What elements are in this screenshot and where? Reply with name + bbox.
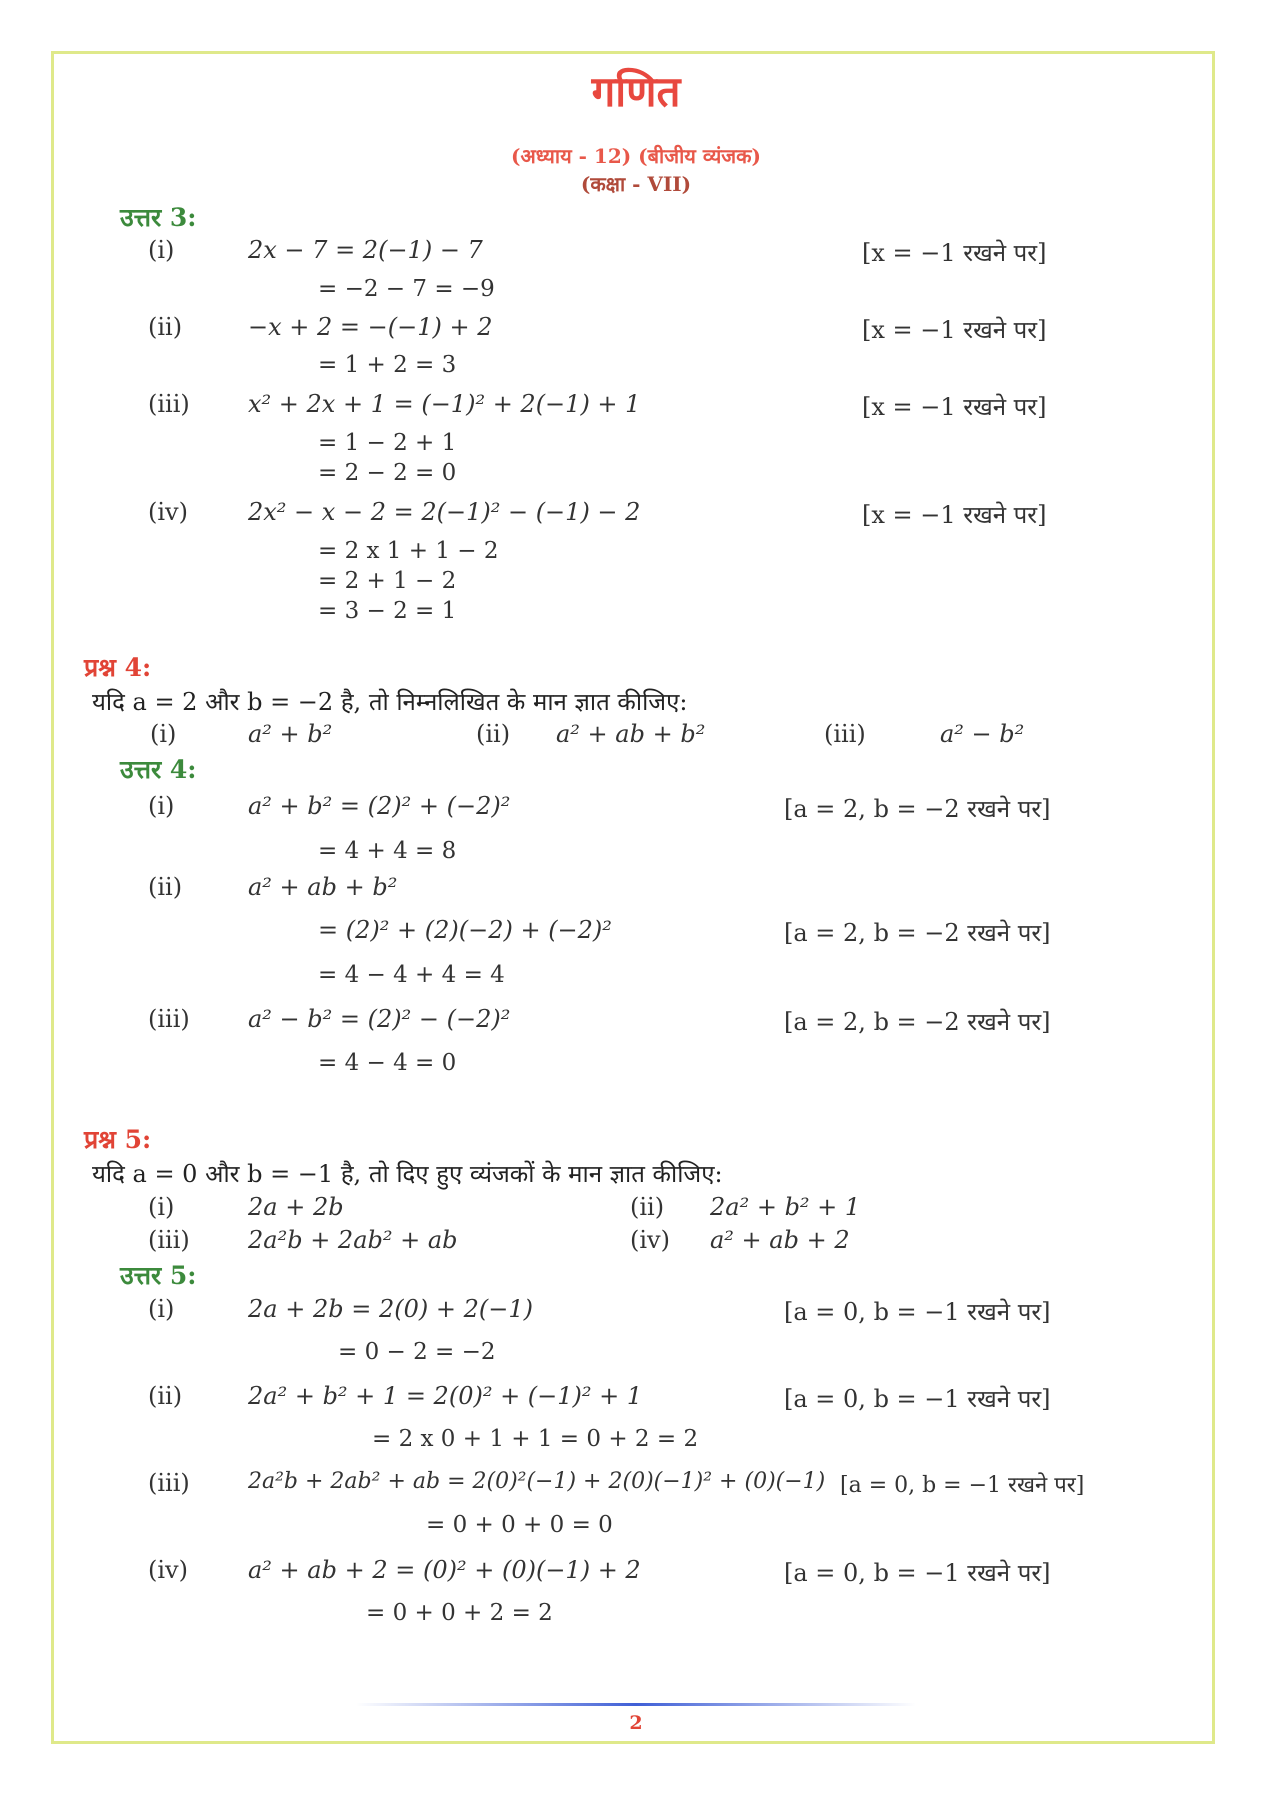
question-5-iii-expr: 2a²b + 2ab² + ab [248,1226,458,1254]
answer-4-ii-step2: = 4 − 4 + 4 = 4 [318,962,505,988]
question-5-i-label: (i) [148,1193,175,1221]
answer-3-i-label: (i) [148,236,175,264]
question-4-text: यदि a = 2 और b = −2 है, तो निम्नलिखित के मान ज्ञात कीजिए: [92,688,688,716]
answer-4-i-label: (i) [148,792,175,820]
answer-4-ii-expr: a² + ab + b² [248,873,398,901]
answer-5-iv-note: [a = 0, b = −1 रखने पर] [784,1559,1051,1587]
answer-3-iv-label: (iv) [148,498,188,526]
answer-4-i-expr: a² + b² = (2)² + (−2)² [248,792,511,820]
question-4-i-label: (i) [150,720,177,748]
answer-5-iii-note: [a = 0, b = −1 रखने पर] [840,1473,1085,1498]
question-4-ii-expr: a² + ab + b² [556,720,706,748]
answer-4-iii-step1: = 4 − 4 = 0 [318,1050,457,1076]
answer-5-iii-expr: 2a²b + 2ab² + ab = 2(0)²(−1) + 2(0)(−1)² + (0)(−1) [248,1469,826,1494]
answer-3-iv-note: [x = −1 रखने पर] [862,501,1047,529]
answer-5-iv-expr: a² + ab + 2 = (0)² + (0)(−1) + 2 [248,1556,641,1584]
question-5-heading: प्रश्न 5: [84,1125,152,1154]
question-4-iii-expr: a² − b² [940,720,1025,748]
answer-5-iv-step1: = 0 + 0 + 2 = 2 [366,1600,553,1626]
question-5-iv-expr: a² + ab + 2 [710,1226,850,1254]
answer-3-iii-step1: = 1 − 2 + 1 [318,430,457,456]
answer-4-ii-step1: = (2)² + (2)(−2) + (−2)² [318,916,612,944]
question-4-ii-label: (ii) [476,720,511,748]
answer-4-iii-note: [a = 2, b = −2 रखने पर] [784,1008,1051,1036]
question-4-heading: प्रश्न 4: [84,653,152,682]
class-subtitle: (कक्षा - VII) [580,172,692,196]
answer-4-iii-expr: a² − b² = (2)² − (−2)² [248,1005,511,1033]
answer-3-i-note: [x = −1 रखने पर] [862,239,1047,267]
answer-3-iii-step2: = 2 − 2 = 0 [318,460,457,486]
answer-5-ii-note: [a = 0, b = −1 रखने पर] [784,1385,1051,1413]
answer-5-iii-step1: = 0 + 0 + 0 = 0 [426,1512,613,1538]
question-5-iii-label: (iii) [148,1226,190,1254]
page-title: गणित [591,67,681,116]
answer-3-iv-step1: = 2 x 1 + 1 − 2 [318,538,499,564]
chapter-subtitle: (अध्याय - 12) (बीजीय व्यंजक) [511,144,761,168]
answer-5-i-note: [a = 0, b = −1 रखने पर] [784,1298,1051,1326]
answer-3-ii-expr: −x + 2 = −(−1) + 2 [248,313,493,341]
question-5-i-expr: 2a + 2b [248,1193,344,1221]
question-5-ii-label: (ii) [630,1193,665,1221]
answer-3-iii-label: (iii) [148,390,190,418]
answer-3-heading: उत्तर 3: [120,203,197,232]
answer-5-iii-label: (iii) [148,1469,190,1497]
answer-5-heading: उत्तर 5: [120,1261,197,1290]
answer-3-iv-expr: 2x² − x − 2 = 2(−1)² − (−1) − 2 [248,498,641,526]
answer-3-iii-expr: x² + 2x + 1 = (−1)² + 2(−1) + 1 [248,390,641,418]
answer-5-ii-expr: 2a² + b² + 1 = 2(0)² + (−1)² + 1 [248,1382,643,1410]
answer-3-iii-note: [x = −1 रखने पर] [862,393,1047,421]
page-number: 2 [629,1712,643,1734]
answer-5-i-expr: 2a + 2b = 2(0) + 2(−1) [248,1295,533,1323]
answer-3-ii-note: [x = −1 रखने पर] [862,316,1047,344]
answer-5-ii-label: (ii) [148,1382,183,1410]
answer-3-i-expr: 2x − 7 = 2(−1) − 7 [248,236,483,264]
answer-5-ii-step1: = 2 x 0 + 1 + 1 = 0 + 2 = 2 [372,1426,699,1452]
answer-3-ii-label: (ii) [148,313,183,341]
answer-4-i-note: [a = 2, b = −2 रखने पर] [784,795,1051,823]
answer-4-ii-label: (ii) [148,873,183,901]
question-5-text: यदि a = 0 और b = −1 है, तो दिए हुए व्यंजकों के मान ज्ञात कीजिए: [92,1160,723,1188]
answer-5-i-label: (i) [148,1295,175,1323]
answer-3-iv-step3: = 3 − 2 = 1 [318,598,457,624]
question-5-iv-label: (iv) [630,1226,670,1254]
answer-4-heading: उत्तर 4: [120,755,197,784]
answer-3-i-step1: = −2 − 7 = −9 [318,276,495,302]
answer-4-ii-note: [a = 2, b = −2 रखने पर] [784,919,1051,947]
answer-4-i-step1: = 4 + 4 = 8 [318,838,457,864]
answer-3-ii-step1: = 1 + 2 = 3 [318,352,457,378]
question-4-i-expr: a² + b² [248,720,333,748]
answer-5-iv-label: (iv) [148,1556,188,1584]
answer-3-iv-step2: = 2 + 1 − 2 [318,568,457,594]
question-5-ii-expr: 2a² + b² + 1 [710,1193,861,1221]
footer-rule [356,1703,916,1706]
question-4-iii-label: (iii) [824,720,866,748]
answer-4-iii-label: (iii) [148,1005,190,1033]
answer-5-i-step1: = 0 − 2 = −2 [338,1339,496,1365]
